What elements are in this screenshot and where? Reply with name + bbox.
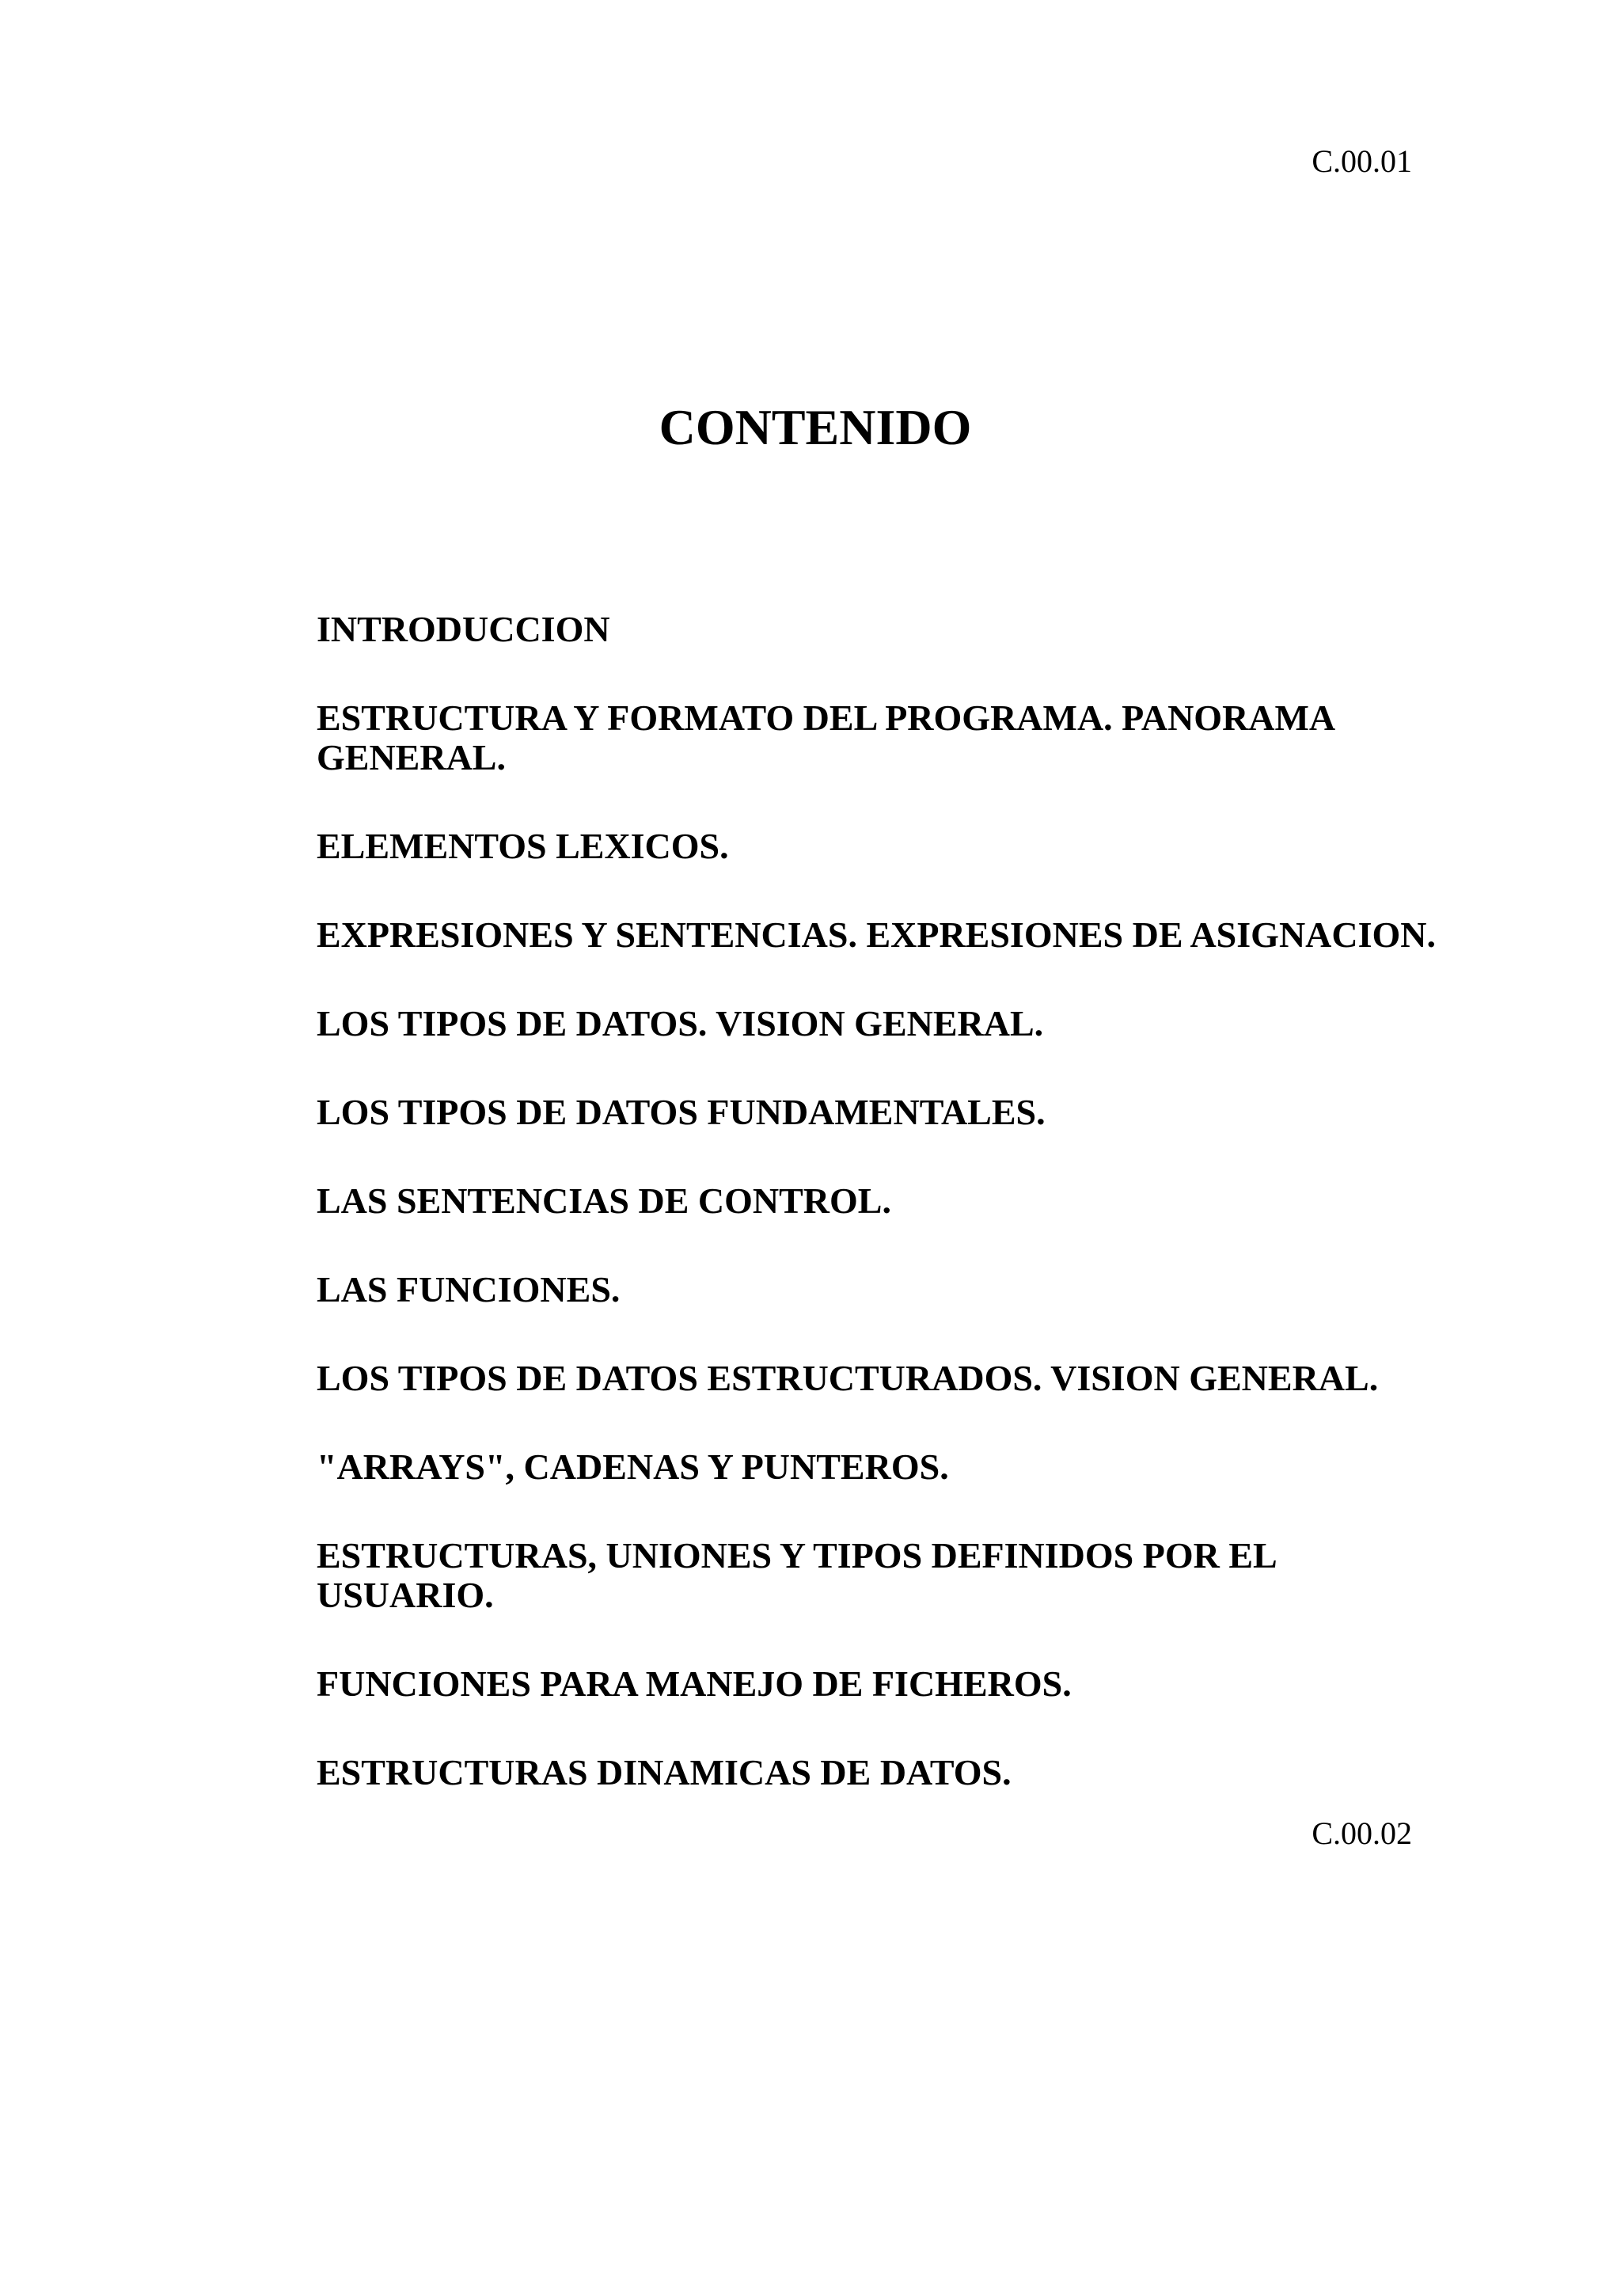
toc-item-estructuras-uniones: ESTRUCTURAS, UNIONES Y TIPOS DEFINIDOS POR EL USUARIO. [317,1535,1276,1615]
toc-item-estructuras-dinamicas: ESTRUCTURAS DINAMICAS DE DATOS. [317,1752,1012,1792]
toc-item-tipos-datos-vision: LOS TIPOS DE DATOS. VISION GENERAL. [317,1003,1044,1043]
page-code-top: C.00.01 [1312,143,1412,179]
toc-item-manejo-ficheros: FUNCIONES PARA MANEJO DE FICHEROS. [317,1663,1072,1704]
toc-item-elementos-lexicos: ELEMENTOS LEXICOS. [317,826,729,866]
page-code-bottom: C.00.02 [1312,1815,1412,1851]
toc-item-expresiones-sentencias: EXPRESIONES Y SENTENCIAS. EXPRESIONES DE ASIGNACION. [317,914,1437,955]
toc-item-arrays-cadenas-punteros: "ARRAYS", CADENAS Y PUNTEROS. [317,1446,949,1487]
toc-item-estructura-formato: ESTRUCTURA Y FORMATO DEL PROGRAMA. PANORAMA GENERAL. [317,698,1334,777]
toc-item-introduccion: INTRODUCCION [317,609,610,649]
page-title: CONTENIDO [659,399,972,455]
toc-item-sentencias-control: LAS SENTENCIAS DE CONTROL. [317,1180,891,1221]
toc-item-tipos-datos-estructurados: LOS TIPOS DE DATOS ESTRUCTURADOS. VISION GENERAL. [317,1358,1379,1398]
table-of-contents [317,610,1551,1842]
toc-item-funciones: LAS FUNCIONES. [317,1269,621,1310]
toc-item-tipos-datos-fundamentales: LOS TIPOS DE DATOS FUNDAMENTALES. [317,1092,1046,1132]
